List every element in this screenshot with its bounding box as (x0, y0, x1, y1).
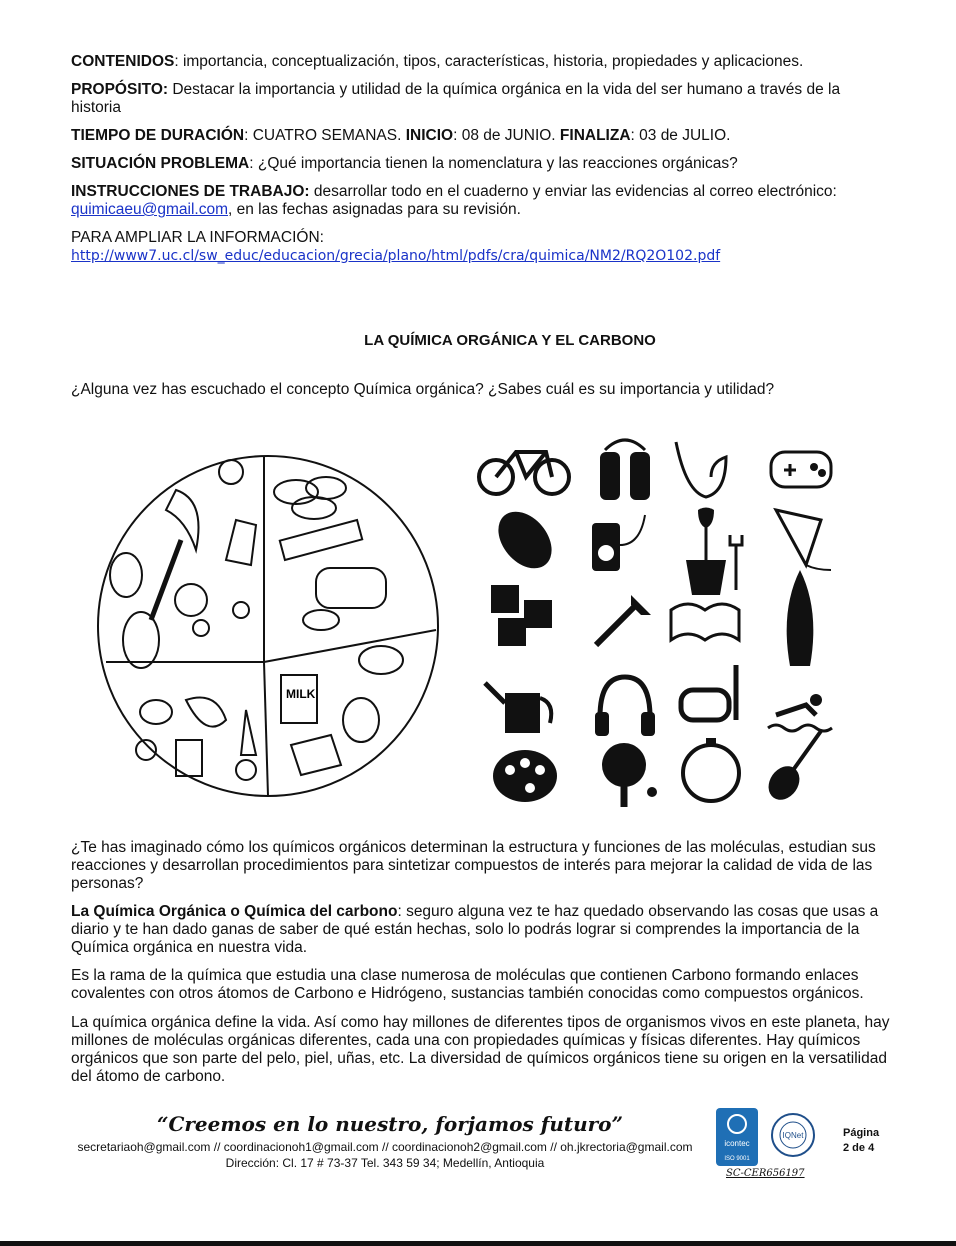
trumpet-icon (586, 585, 656, 655)
proposito-label: PROPÓSITO: (71, 81, 169, 98)
binoculars-icon (590, 432, 660, 502)
svg-text:icontec: icontec (724, 1139, 750, 1148)
football-icon (490, 505, 560, 575)
intro-question: ¿Alguna vez has escuchado el concepto Química orgánica? ¿Sabes cuál es su importancia y utilidad? (71, 381, 775, 398)
game-controller-icon (766, 432, 836, 502)
milk-label: MILK (286, 687, 316, 701)
page-number: Página 2 de 4 (843, 1127, 880, 1154)
snorkel-mask-icon (676, 660, 746, 730)
section-title: LA QUÍMICA ORGÁNICA Y EL CARBONO (364, 332, 656, 349)
music-player-icon (590, 505, 660, 575)
food-plate-illustration (96, 450, 441, 802)
situacion-line: SITUACIÓN PROBLEMA: ¿Qué importancia tienen la nomenclatura y las reacciones orgánicas? (71, 155, 738, 172)
bottom-rule (0, 1241, 956, 1246)
footer-motto: “Creemos en lo nuestro, forjamos futuro” (156, 1112, 624, 1136)
guitar-icon (766, 728, 828, 804)
proposito-line: PROPÓSITO: Destacar la importancia y utilidad de la química orgánica en la vida del ser humano a través de la historia (71, 81, 841, 116)
paragraph-4: La química orgánica define la vida. Así como hay millones de diferentes tipos de organismos vivos en este planeta, hay millones de moléculas orgánicas diferentes, cada una con propiedades químicas y físicas diferentes. Hay químicos orgánicos que son parte del pelo, piel, uñas, etc. La diversidad de químicos orgánicos tiene su origen en la versatilidad del átomo de carbono. (71, 1014, 890, 1085)
surfboard-icon (780, 568, 820, 668)
paragraph-3: Es la rama de la química que estudia una clase numerosa de moléculas que contienen Carbono formando enlaces covalentes con otros átomos de Carbono e Hidrógeno, sustancias también conocidas como compuestos orgánicos. (71, 967, 864, 1002)
paragraph-2: La Química Orgánica o Química del carbono: seguro alguna vez te haz quedado observando las cosas que usas a diario y te han dado ganas de saber de qué están hechas, solo lo podrás lograr si comprendes la importancia de la Química orgánica en nuestra vida. (71, 903, 879, 956)
tiempo-line: TIEMPO DE DURACIÓN: CUATRO SEMANAS. INICIO: 08 de JUNIO. FINALIZA: 03 de JULIO. (71, 127, 731, 144)
headphones-icon (590, 672, 660, 742)
ampliar-line: PARA AMPLIAR LA INFORMACIÓN: http://www7.uc.cl/sw_educ/educacion/grecia/plano/html/pdfs/cra/quimica/NM2/RQ2O102.pdf (71, 229, 721, 264)
icontec-logo (716, 1108, 758, 1166)
ping-pong-icon (594, 740, 664, 810)
footer-address: Dirección: Cl. 17 # 73-37 Tel. 343 59 34; Medellín, Antioquia (225, 1156, 545, 1170)
bicycle-icon (476, 432, 572, 502)
puzzle-icon (486, 580, 556, 650)
embroidery-hoop-icon (676, 735, 746, 805)
svg-text:ISO 9001: ISO 9001 (724, 1156, 750, 1162)
footer-emails: secretariaoh@gmail.com // coordinacionoh1@gmail.com // coordinacionoh2@gmail.com // oh.jkrectoria@gmail.com (77, 1140, 693, 1154)
book-icon (666, 600, 744, 650)
watering-can-icon (480, 668, 560, 738)
email-link[interactable]: quimicaeu@gmail.com (71, 201, 229, 218)
jump-rope-icon (666, 432, 736, 502)
contenidos-line: CONTENIDOS: importancia, conceptualización, tipos, características, historia, propiedades y aplicaciones. (71, 53, 804, 70)
svg-text:IQNet: IQNet (782, 1131, 804, 1140)
contenidos-label: CONTENIDOS (71, 53, 175, 70)
paragraph-2-label: La Química Orgánica o Química del carbono (71, 903, 398, 920)
instrucciones-line: INSTRUCCIONES DE TRABAJO: desarrollar todo en el cuaderno y enviar las evidencias al correo electrónico: quimicaeu@gmail.com, en las fechas asignadas para su revisión. (71, 183, 837, 218)
paint-palette-icon (490, 738, 560, 808)
info-url-link[interactable]: http://www7.uc.cl/sw_educ/educacion/grecia/plano/html/pdfs/cra/quimica/NM2/RQ2O102.pdf (71, 248, 721, 264)
kite-icon (766, 505, 836, 575)
paragraph-1: ¿Te has imaginado cómo los químicos orgánicos determinan la estructura y funciones de las moléculas, estudian sus reacciones y desarrollan procedimientos para sintetizar compuestos de interés para mejorar la calidad de vida de las personas? (71, 839, 876, 892)
flower-pot-icon (666, 505, 752, 597)
cert-code: SC-CER656197 (726, 1168, 805, 1179)
iqnet-logo (770, 1112, 816, 1158)
